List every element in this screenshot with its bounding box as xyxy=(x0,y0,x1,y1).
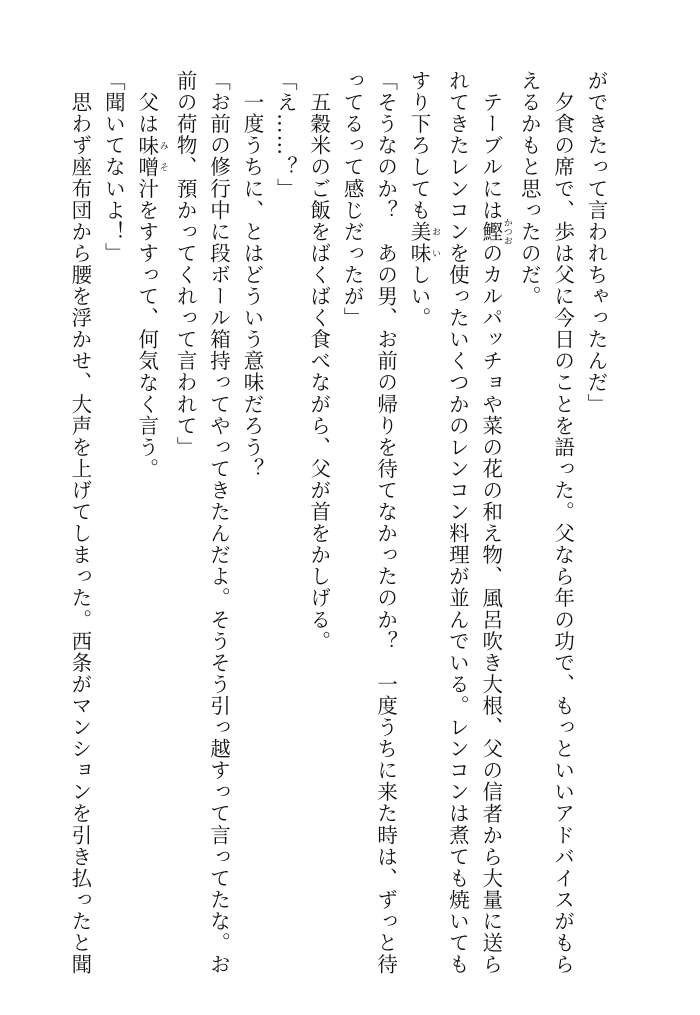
text-line: 「そうなのか？ あの男、お前の帰りを待てなかったのか？ 一度うちに来た時は、ずっと待 xyxy=(373,70,398,976)
vertical-text-body xyxy=(63,70,613,976)
furigana-oishii: 美味 おい xyxy=(406,220,440,264)
text-line: 前の荷物、預かってくれって言われて」 xyxy=(173,70,198,458)
text-line: テーブルには鰹 かつおのカルパッチョや菜の花の和え物、風呂吹き大根、父の信者から大量に送ら xyxy=(478,70,512,976)
text-line: 思わず座布団から腰を浮かせ、大声を上げてしまった。西条がマンションを引き払ったと聞 xyxy=(67,70,92,976)
text-line: 五穀米のご飯をばくばく食べながら、父が首をかしげる。 xyxy=(306,70,331,652)
furigana-katsuo: 鰹 かつお xyxy=(478,218,512,246)
text-line: ってるって感じだったが」 xyxy=(340,70,365,329)
text-line: 夕食の席で、歩は父に今日のことを語った。父なら年の功で、もっといいアドバイスがもら xyxy=(550,70,575,976)
text-line: 「え……？」 xyxy=(273,70,298,200)
text-line: 「聞いてないよ！」 xyxy=(101,70,126,264)
text-line: えるかもと思ったのだ。 xyxy=(517,70,542,308)
text-line: すり下ろしても美味 おいしい。 xyxy=(406,70,440,329)
furigana-miso: 味噌 みそ xyxy=(134,134,168,178)
text-line: 一度うちに、とはどういう意味だろう？ xyxy=(239,70,264,480)
text-line: 父は味噌 みそ汁をすすって、何気なく言う。 xyxy=(134,70,168,480)
text-line: ができたって言われちゃったんだ」 xyxy=(584,70,608,415)
text-line: 「お前の修行中に段ボール箱持ってやってきたんだよ。そうそう引っ越すって言ってたな。お xyxy=(206,70,231,976)
text-line: れてきたレンコンを使ったいくつかのレンコン料理が並んでいる。レンコンは煮ても焼いても xyxy=(445,70,470,976)
